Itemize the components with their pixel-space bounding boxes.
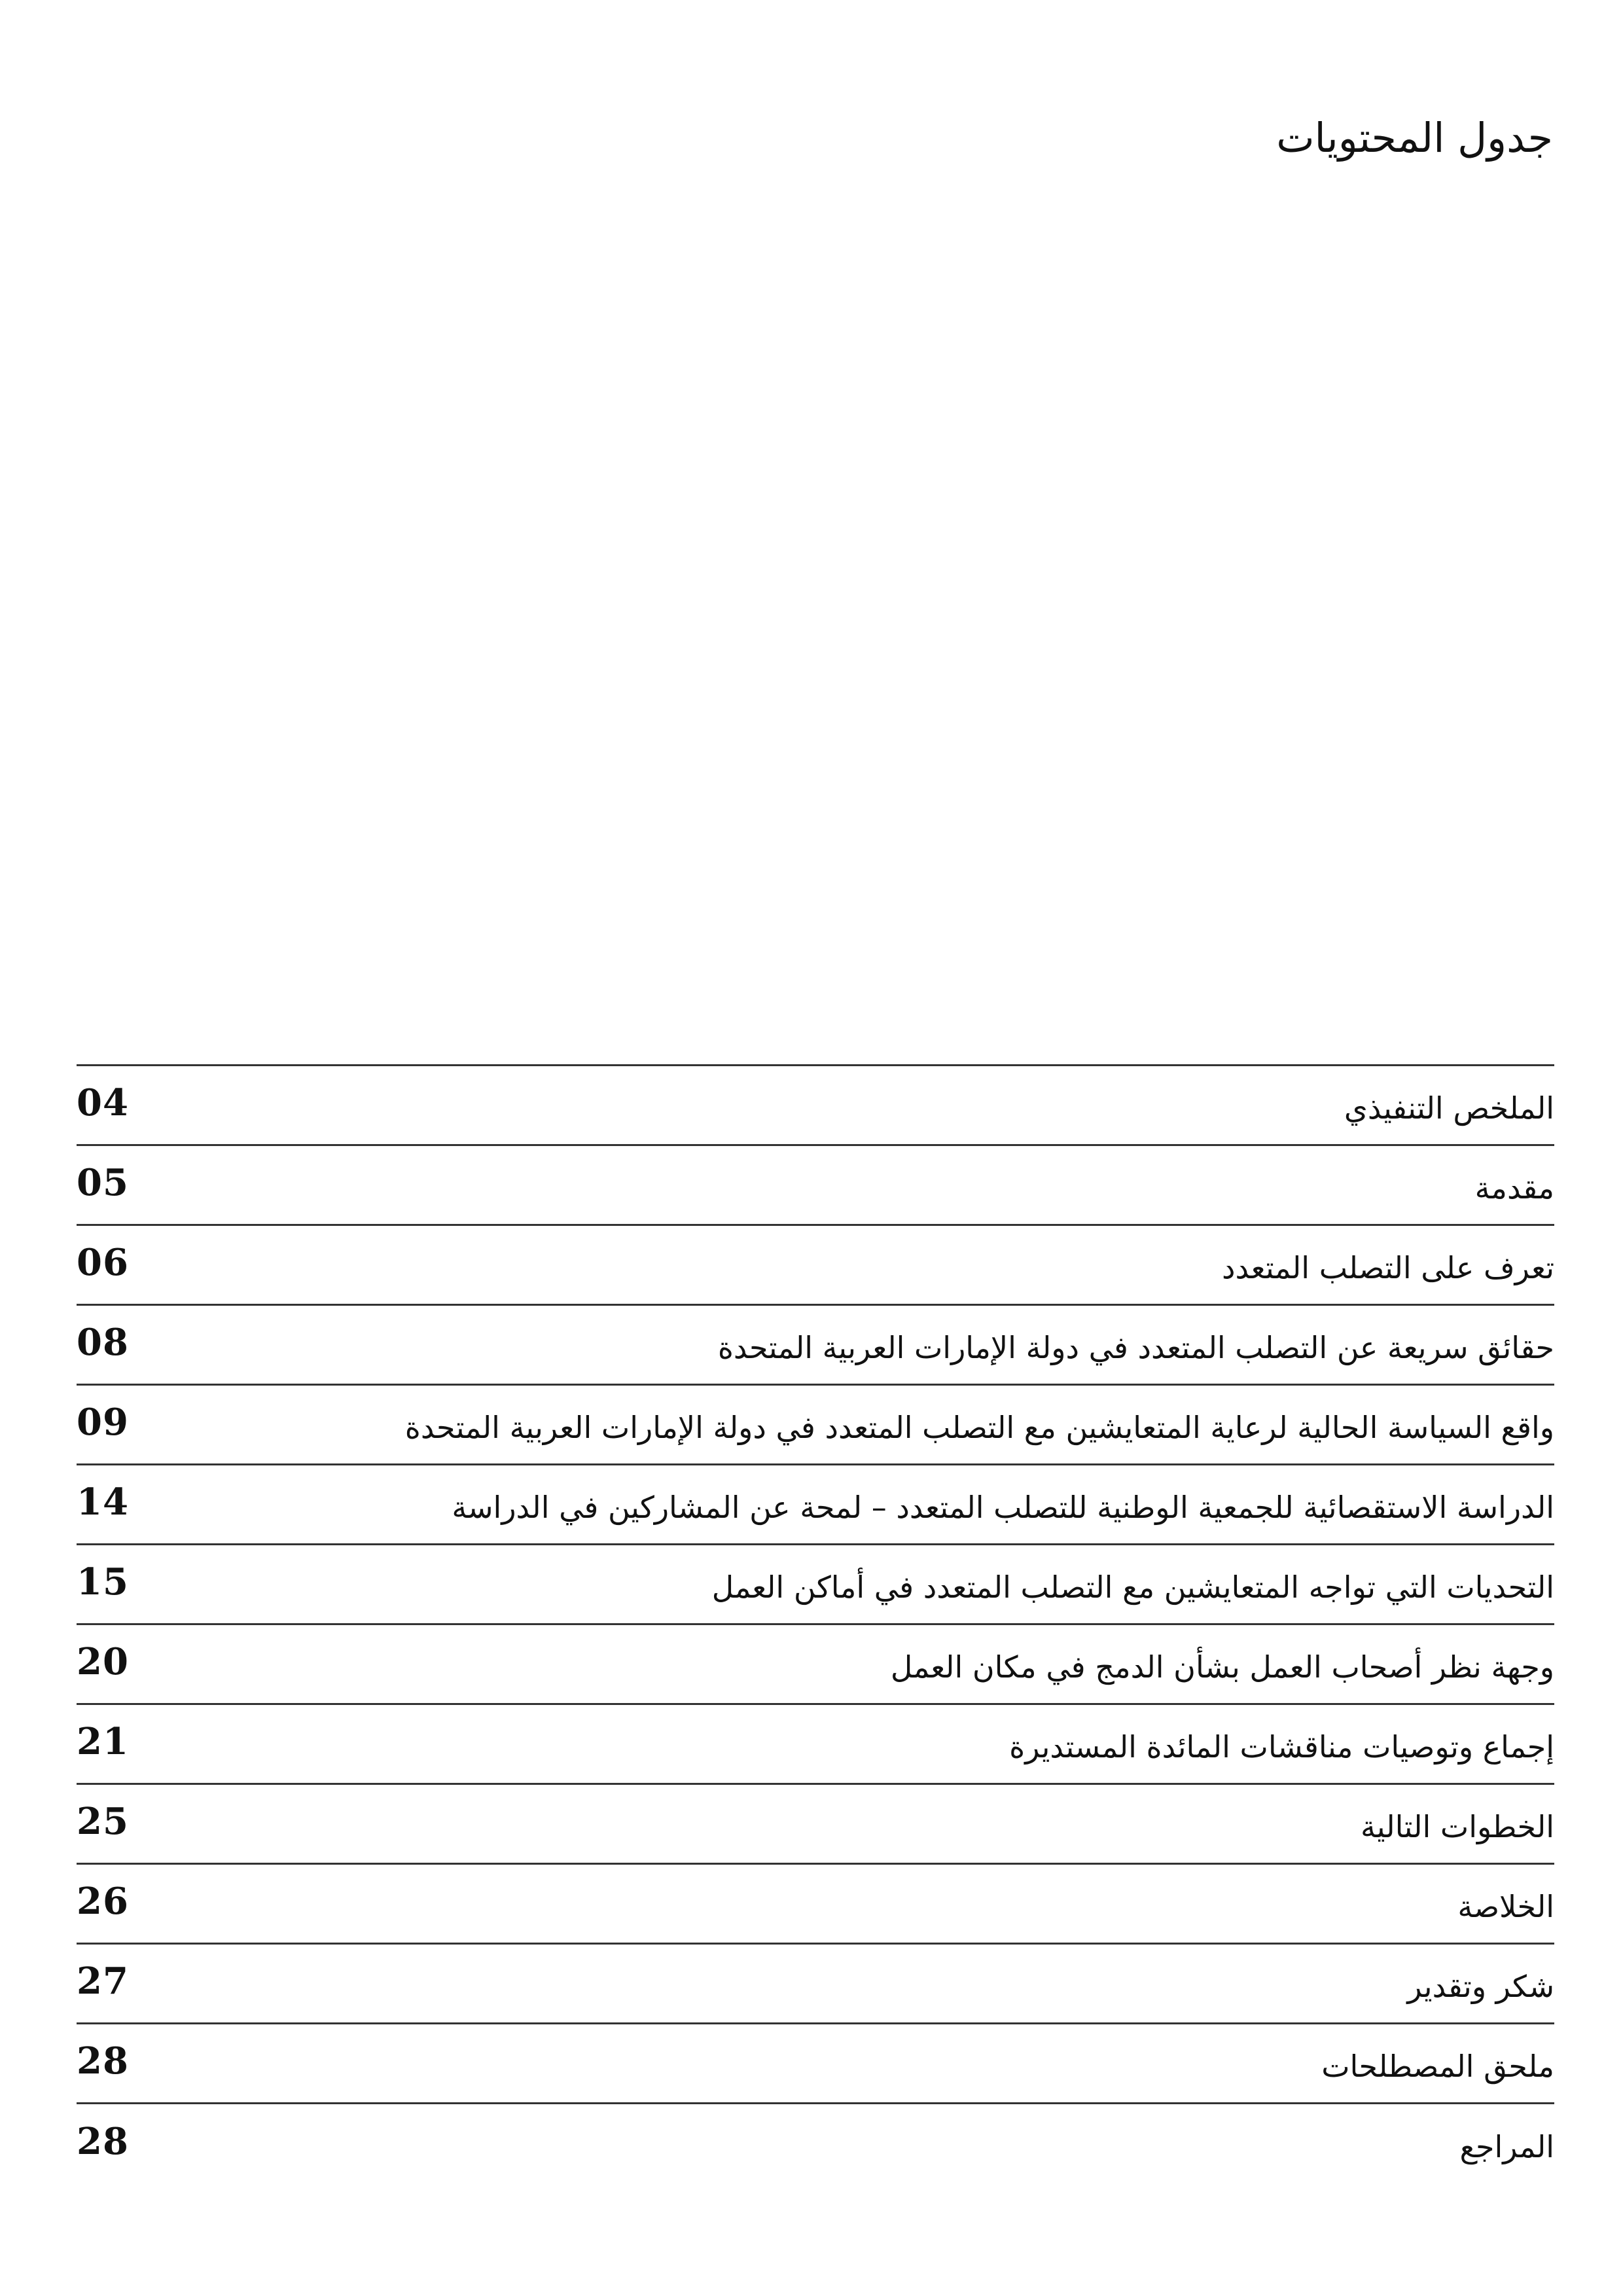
toc-page-number: 26 — [77, 1879, 129, 1923]
toc-page-number: 15 — [77, 1560, 129, 1604]
toc-entry[interactable] — [77, 1066, 1554, 1146]
toc-entry-title: شكر وتقدير — [1407, 1968, 1554, 2004]
toc-page-number: 28 — [77, 2039, 129, 2083]
toc-entry-title: حقائق سريعة عن التصلب المتعدد في دولة الإمارات العربية المتحدة — [717, 1329, 1554, 1365]
toc-entry[interactable] — [77, 2104, 1554, 2184]
toc-entry-title: تعرف على التصلب المتعدد — [1222, 1249, 1554, 1285]
toc-entry[interactable] — [77, 2024, 1554, 2104]
toc-entry-title: إجماع وتوصيات مناقشات المائدة المستديرة — [1009, 1729, 1554, 1765]
toc-page-number: 25 — [77, 1799, 129, 1843]
toc-entry-title: مقدمة — [1474, 1170, 1554, 1206]
toc-entry[interactable] — [77, 1945, 1554, 2024]
toc-entry[interactable] — [77, 1625, 1554, 1705]
toc-page-number: 14 — [77, 1480, 129, 1524]
toc-page-number: 20 — [77, 1640, 129, 1683]
toc-entry[interactable] — [77, 1386, 1554, 1465]
toc-entry[interactable] — [77, 1226, 1554, 1306]
toc-entry-title: واقع السياسة الحالية لرعاية المتعايشين مع التصلب المتعدد في دولة الإمارات العربية المتحدة — [404, 1409, 1554, 1445]
toc-entry[interactable] — [77, 1545, 1554, 1625]
toc-entry[interactable] — [77, 1865, 1554, 1945]
toc-page-number: 21 — [77, 1719, 129, 1763]
toc-entry[interactable] — [77, 1705, 1554, 1785]
toc-entry[interactable] — [77, 1785, 1554, 1865]
toc-page-number: 09 — [77, 1400, 129, 1444]
table-of-contents — [77, 1064, 1554, 2184]
toc-entry[interactable] — [77, 1465, 1554, 1545]
page-title: جدول المحتويات — [1276, 113, 1553, 162]
toc-page-number: 05 — [77, 1160, 129, 1204]
toc-entry-title: ملحق المصطلحات — [1321, 2048, 1554, 2084]
toc-entry-title: الخطوات التالية — [1361, 1808, 1554, 1844]
toc-entry-title: المراجع — [1459, 2129, 1554, 2164]
toc-page-number: 04 — [77, 1081, 129, 1124]
toc-entry-title: وجهة نظر أصحاب العمل بشأن الدمج في مكان العمل — [890, 1649, 1554, 1685]
toc-entry-title: الدراسة الاستقصائية للجمعية الوطنية للتصلب المتعدد – لمحة عن المشاركين في الدراسة — [452, 1489, 1554, 1525]
toc-entry-title: التحديات التي تواجه المتعايشين مع التصلب المتعدد في أماكن العمل — [711, 1569, 1554, 1605]
toc-page-number: 28 — [77, 2120, 129, 2163]
toc-entry-title: الملخص التنفيذي — [1344, 1090, 1554, 1126]
toc-entry[interactable] — [77, 1306, 1554, 1386]
toc-entry-title: الخلاصة — [1457, 1888, 1554, 1924]
toc-page-number: 27 — [77, 1959, 129, 2003]
toc-page-number: 08 — [77, 1320, 129, 1364]
toc-entry[interactable] — [77, 1146, 1554, 1226]
toc-page-number: 06 — [77, 1240, 129, 1284]
